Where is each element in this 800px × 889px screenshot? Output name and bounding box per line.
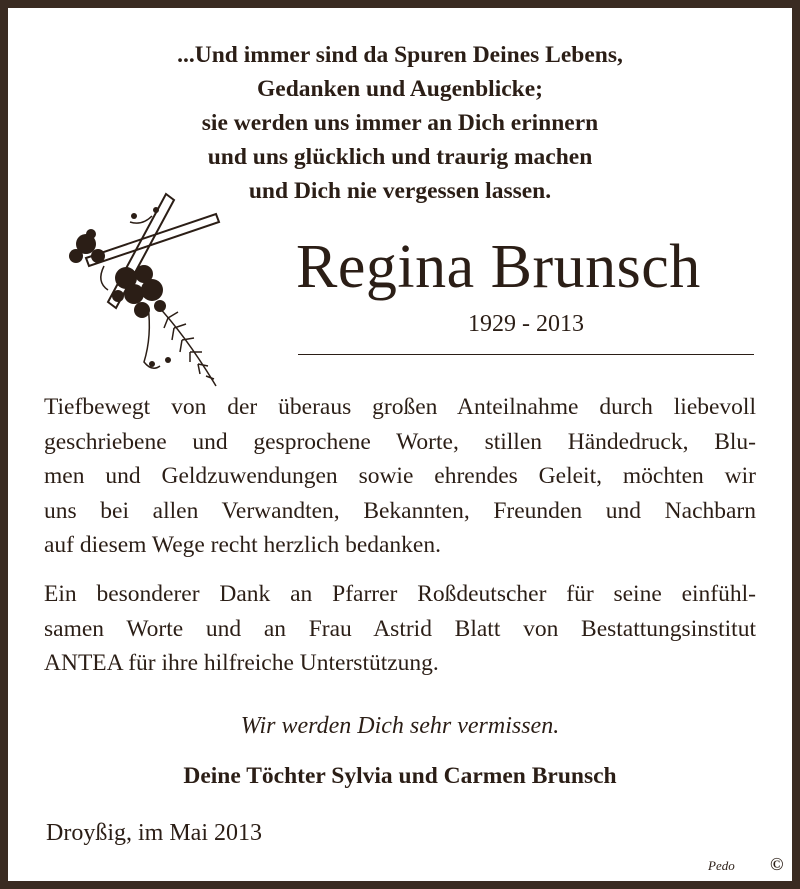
cross-with-roses-icon [56, 186, 226, 392]
poem-line: ...Und immer sind da Spuren Deines Lebens, [177, 42, 623, 68]
thanks-paragraph [44, 390, 756, 563]
deceased-name: Regina Brunsch [296, 233, 701, 301]
divider-line [298, 354, 754, 355]
poem-line: und Dich nie vergessen lassen. [248, 178, 552, 204]
text-line: uns bei allen Verwandten, Bekannten, Freunden und Nachbarn [44, 497, 756, 524]
life-dates: 1929 - 2013 [468, 311, 584, 337]
text-line: men und Geldzuwendungen sowie ehrendes Geleit, möchten wir [44, 463, 756, 489]
signers: Deine Töchter Sylvia und Carmen Brunsch [183, 763, 617, 789]
copyright-symbol: © [770, 854, 784, 874]
designer-credit: Pedo [708, 858, 735, 873]
closing-line: Wir werden Dich sehr vermissen. [240, 713, 560, 739]
poem-line: sie werden uns immer an Dich erinnern [201, 110, 599, 136]
poem [0, 38, 800, 208]
poem-line: und uns glücklich und traurig machen [207, 144, 593, 170]
text-line: auf diesem Wege recht herzlich bedanken. [44, 532, 441, 558]
text-line: geschriebene und gesprochene Worte, stillen Händedruck, Blu- [44, 428, 756, 455]
poem-line: Gedanken und Augenblicke; [256, 76, 543, 102]
text-line: Tiefbewegt von der überaus großen Anteilnahme durch liebevoll [44, 394, 756, 420]
special-thanks-paragraph [44, 577, 756, 681]
place-date: Droyßig, im Mai 2013 [46, 820, 262, 846]
text-line: samen Worte und an Frau Astrid Blatt von Bestattungsinstitut [44, 615, 756, 642]
text-line: ANTEA für ihre hilfreiche Unterstützung. [44, 650, 439, 676]
text-line: Ein besonderer Dank an Pfarrer Roßdeutscher für seine einfühl- [44, 581, 756, 607]
